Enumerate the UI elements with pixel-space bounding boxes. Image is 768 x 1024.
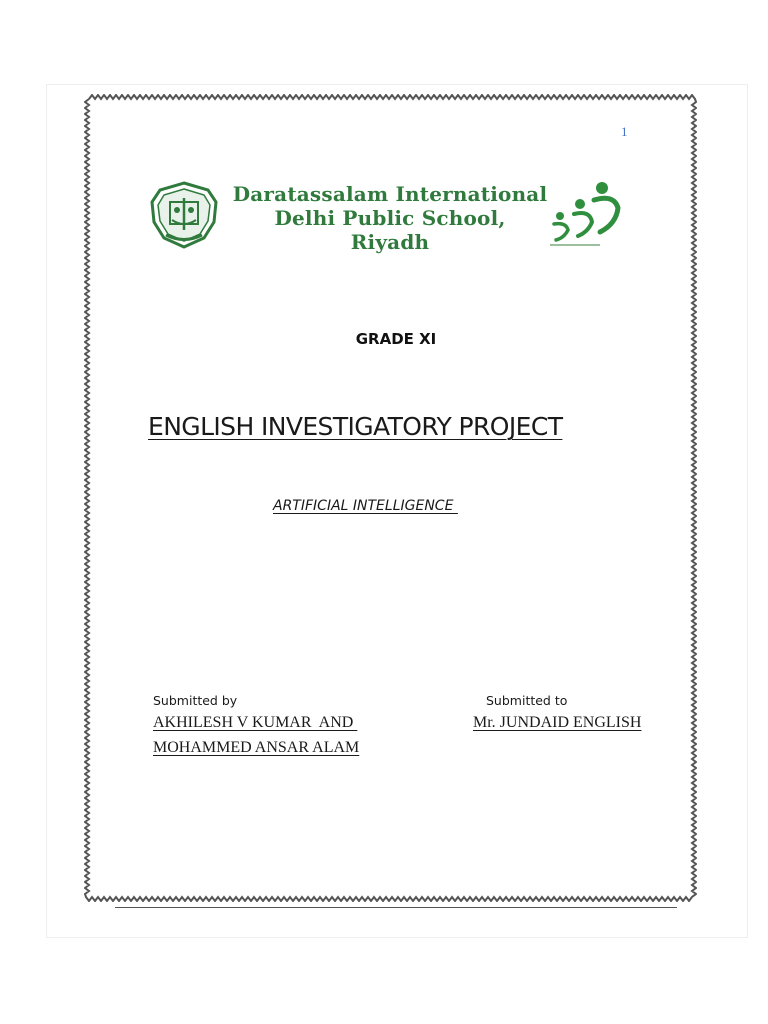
school-name-line-1: Daratassalam International <box>232 182 548 206</box>
grade-heading: GRADE XI <box>355 330 437 348</box>
project-title: ENGLISH INVESTIGATORY PROJECT <box>148 412 563 441</box>
student-name-1: AKHILESH V KUMAR AND <box>153 714 358 731</box>
project-subject: ARTIFICIAL INTELLIGENCE <box>273 498 458 514</box>
student-name-2: MOHAMMED ANSAR ALAM <box>153 739 360 756</box>
school-name-line-3: Riyadh <box>350 230 430 254</box>
school-crest-icon <box>146 180 222 250</box>
teacher-name: Mr. JUNDAID ENGLISH <box>473 714 642 731</box>
school-name-line-2: Delhi Public School, <box>274 206 506 230</box>
bottom-rule <box>115 907 677 908</box>
children-mascot-icon <box>544 180 630 252</box>
submitted-by-label: Submitted by <box>153 693 238 708</box>
submitted-to-label: Submitted to <box>486 693 568 708</box>
page-number: 1 <box>621 124 628 139</box>
school-name <box>228 182 552 254</box>
